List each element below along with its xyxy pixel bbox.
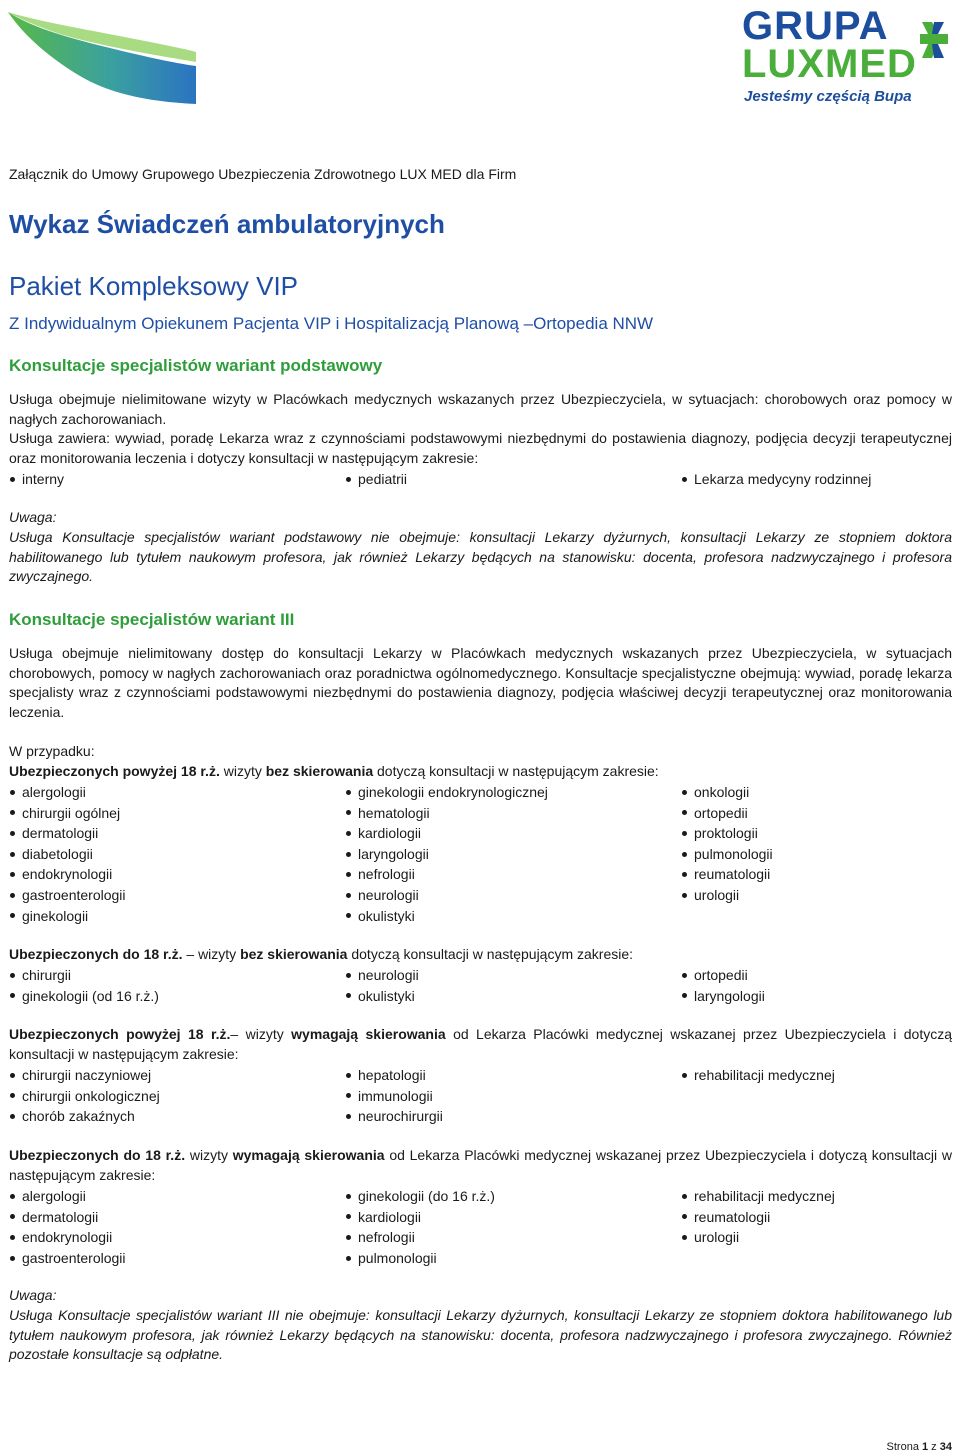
list-item-label: urologii (694, 887, 740, 903)
list-item-label: kardiologii (358, 825, 422, 842)
annex-note: Załącznik do Umowy Grupowego Ubezpieczenia Zdrowotnego LUX MED dla Firm (9, 166, 517, 182)
leaf-logo-icon (0, 6, 200, 106)
note-text: Usługa Konsultacje specjalistów wariant podstawowy nie obejmuje: konsultacji Lekarzy dyżurnych, konsultacji Lekarzy ze stopniem doktora habilitowanego lub tytułem naukowym profesora, jak również Lekarzy będących na stanowisku: docenta, profesora nadzwyczajnego i profesora zwyczajnego. (9, 529, 952, 584)
list-item (9, 1106, 135, 1126)
group-lead: Ubezpieczonych do 18 r.ż. wizyty wymagają skierowania od Lekarza Placówki medycznej wskazanej przez Ubezpieczyciela i dotyczą konsultacji w następującym zakresie: (9, 1147, 953, 1183)
bullet-icon (682, 852, 687, 857)
list-row (9, 782, 952, 802)
bullet-icon (682, 993, 687, 998)
paragraph: Usługa obejmuje nielimitowane wizyty w Placówkach medycznych wskazanych przez Ubezpieczyciela, w sytuacjach: chorobowych oraz pomocy w nagłych zachorowaniach. (9, 391, 952, 427)
list-item-label: ginekologii (22, 907, 89, 924)
list-row (9, 823, 952, 843)
list-item-label: urologii (694, 1229, 740, 1246)
bullet-icon (10, 973, 15, 978)
list-row (9, 965, 952, 985)
bullet-icon (346, 872, 351, 877)
list-item-label: rehabilitacji medycznej (694, 1188, 835, 1204)
case-label: W przypadku: (9, 743, 95, 759)
list-row (9, 1186, 952, 1206)
bullet-icon (346, 1194, 351, 1199)
list-item-label: dermatologii (22, 1208, 99, 1225)
list-row (9, 803, 952, 823)
section-title: Konsultacje specjalistów wariant podstawowy (9, 356, 383, 375)
list-row (9, 906, 952, 926)
list-item-label: chirurgii onkologicznej (22, 1087, 160, 1104)
list-item (9, 885, 126, 905)
bullet-icon (346, 477, 351, 482)
list-row (9, 1248, 952, 1268)
list-item (345, 803, 430, 823)
list-item (681, 1186, 835, 1206)
list-item-label: rehabilitacji medycznej (694, 1067, 835, 1083)
list-item (9, 906, 88, 926)
list-item (681, 986, 765, 1006)
list-item (345, 1207, 421, 1227)
list-item-label: endokrynologii (22, 1229, 113, 1246)
list-row (9, 1227, 952, 1247)
list-item (681, 864, 770, 884)
bullet-icon (10, 1194, 15, 1199)
bullet-icon (682, 872, 687, 877)
bullet-icon (10, 477, 15, 482)
bullet-icon (682, 1235, 687, 1240)
list-item-label: neurologii (358, 887, 419, 903)
bullet-icon (682, 1214, 687, 1219)
list-item (9, 1207, 98, 1227)
list-item (681, 1207, 770, 1227)
list-item-label: dermatologii (22, 825, 99, 842)
note-label: Uwaga: (9, 1287, 57, 1303)
list-item-label: ginekologii (od 16 r.ż.) (22, 987, 159, 1004)
bullet-icon (10, 1093, 15, 1098)
list-item-label: hematologii (358, 804, 430, 821)
list-item-label: hepatologii (358, 1067, 426, 1083)
bullet-icon (346, 1214, 351, 1219)
list-item (9, 823, 98, 843)
list-item (9, 965, 71, 985)
bullet-icon (346, 1235, 351, 1240)
bullet-icon (346, 1093, 351, 1098)
list-item (9, 1065, 151, 1085)
package-subtitle: Z Indywidualnym Opiekunem Pacjenta VIP i Hospitalizacją Planową –Ortopedia NNW (9, 314, 654, 333)
list-item-label: gastroenterologii (22, 887, 126, 903)
note-text: Usługa Konsultacje specjalistów wariant III nie obejmuje: konsultacji Lekarzy dyżurnych, konsultacji Lekarzy ze stopniem doktora habilitowanego lub tytułem naukowym profesora, jak również Lekarzy będących na stanowisku: docenta, profesora nadzwyczajnego i profesora zwyczajnego. Również pozostałe konsultacje są odpłatne. (9, 1307, 952, 1362)
group-lead: Ubezpieczonych powyżej 18 r.ż. wizyty bez skierowania dotyczą konsultacji w następującym zakresie: (9, 763, 659, 779)
section-title: Konsultacje specjalistów wariant III (9, 610, 295, 629)
bullet-icon (10, 913, 15, 918)
list-item (345, 1086, 433, 1106)
list-item (345, 1186, 495, 1206)
list-item: pediatrii (345, 469, 407, 489)
list-row (9, 885, 952, 905)
list-row (9, 1086, 952, 1106)
bullet-icon (346, 1114, 351, 1119)
list-item-label: kardiologii (358, 1208, 422, 1225)
list-row (9, 844, 952, 864)
note-label: Uwaga: (9, 509, 57, 525)
list-item-label: neurochirurgii (358, 1108, 443, 1125)
group-lead: Ubezpieczonych powyżej 18 r.ż.– wizyty wymagają skierowania od Lekarza Placówki medycznej wskazanej przez Ubezpieczyciela i dotyczą konsultacji w następującym zakresie: (9, 1026, 953, 1062)
bullet-icon (10, 872, 15, 877)
list-item (345, 864, 415, 884)
list-row (9, 1065, 952, 1085)
package-title: Pakiet Kompleksowy VIP (9, 271, 299, 301)
list-item-label: ginekologii endokrynologicznej (358, 784, 548, 800)
list-item (345, 885, 419, 905)
list-item (681, 803, 748, 823)
list-item (681, 1065, 835, 1085)
list-item (345, 906, 415, 926)
list-item-label: immunologii (358, 1087, 433, 1104)
bullet-icon (682, 973, 687, 978)
bullet-icon (10, 1235, 15, 1240)
luxmed-logo (742, 4, 952, 106)
list-item-label: chorób zakaźnych (22, 1108, 135, 1125)
list-item: interny (9, 469, 64, 489)
bullet-icon (10, 1214, 15, 1219)
list-row (9, 1106, 952, 1126)
list-item (345, 782, 548, 802)
list-item-label: laryngologii (694, 987, 765, 1004)
bullet-icon (682, 810, 687, 815)
list-item-label: diabetologii (22, 845, 93, 862)
list-item-label: okulistyki (358, 907, 415, 924)
list-item (345, 965, 419, 985)
list-item: Lekarza medycyny rodzinnej (681, 469, 871, 489)
list-item (9, 844, 93, 864)
list-item-label: pulmonologii (694, 845, 773, 862)
list-item (9, 803, 120, 823)
list-row (9, 986, 952, 1006)
bullet-icon (346, 831, 351, 836)
list-item-label: onkologii (694, 784, 750, 800)
bullet-icon (346, 852, 351, 857)
list-item (681, 1227, 739, 1247)
list-item (345, 844, 429, 864)
list-item-label: chirurgii naczyniowej (22, 1067, 152, 1083)
bullet-icon (10, 993, 15, 998)
list-item (345, 823, 421, 843)
cross-icon (918, 18, 952, 62)
list-item-label: chirurgii (22, 967, 72, 983)
bullet-icon (10, 893, 15, 898)
list-item (345, 1065, 426, 1085)
list-item (681, 782, 749, 802)
list-item (9, 1186, 86, 1206)
bullet-icon (346, 973, 351, 978)
list-item (681, 823, 758, 843)
list-item (9, 1248, 126, 1268)
list-item (345, 986, 415, 1006)
bullet-icon (346, 1073, 351, 1078)
list-item (681, 885, 739, 905)
bullet-icon (346, 1256, 351, 1261)
list-item (345, 1248, 437, 1268)
logo-tagline: Jesteśmy częścią Bupa (744, 88, 912, 105)
bullet-icon (682, 477, 687, 482)
list-item-label: ortopedii (694, 804, 748, 821)
list-row (9, 1207, 952, 1227)
list-item-label: endokrynologii (22, 866, 113, 883)
list-row (9, 864, 952, 884)
list-item-label: chirurgii ogólnej (22, 804, 121, 821)
list-item-label: proktologii (694, 825, 758, 842)
bullet-icon (682, 893, 687, 898)
list-item-label: laryngologii (358, 845, 429, 862)
bullet-icon (346, 913, 351, 918)
list-item (9, 1086, 160, 1106)
list-item-label: neurologii (358, 967, 419, 983)
list-item-label: ortopedii (694, 967, 748, 983)
list-item (9, 1227, 112, 1247)
logo-line-1: GRUPA (742, 4, 889, 48)
bullet-icon (682, 831, 687, 836)
paragraph: Usługa obejmuje nielimitowany dostęp do konsultacji Lekarzy w Placówkach medycznych wskazanych przez Ubezpieczyciela, w sytuacjach chorobowych, pomocy w nagłych zachorowaniach oraz poradnictwa ogólnomedycznego. Konsultacje specjalistyczne obejmują: wywiad, poradę lekarza specjalisty wraz z czynnościami podstawowymi niezbędnymi do postawienia diagnozy, podjęcia właściwej decyzji terapeutycznej oraz monitorowania leczenia. (9, 645, 952, 720)
list-item (681, 844, 773, 864)
bullet-icon (346, 810, 351, 815)
list-item-label: pulmonologii (358, 1249, 437, 1266)
paragraph: Usługa zawiera: wywiad, poradę Lekarza wraz z czynnościami podstawowymi niezbędnymi do postawienia diagnozy, podjęcia decyzji terapeutycznej oraz monitorowania leczenia i dotyczy konsultacji w następującym zakresie: (9, 430, 952, 466)
list-item-label: nefrologii (358, 1229, 415, 1246)
list-item (345, 1227, 415, 1247)
logo-line-2: LUXMED (742, 42, 917, 86)
list-item-label: reumatologii (694, 866, 771, 883)
bullet-icon (346, 893, 351, 898)
list-item-label: nefrologii (358, 866, 415, 883)
bullet-icon (346, 993, 351, 998)
bullet-icon (10, 831, 15, 836)
page-title: Wykaz Świadczeń ambulatoryjnych (9, 209, 445, 239)
list-item (345, 1106, 443, 1126)
bullet-icon (10, 790, 15, 795)
list-item-label: gastroenterologii (22, 1249, 126, 1266)
bullet-icon (682, 1073, 687, 1078)
bullet-icon (682, 790, 687, 795)
list-item-label: alergologii (22, 784, 86, 800)
list-item-label: alergologii (22, 1188, 86, 1204)
list-item-label: reumatologii (694, 1208, 771, 1225)
list-item (681, 965, 748, 985)
page-number: Strona 1 z 34 (886, 1441, 952, 1453)
bullet-icon (10, 1073, 15, 1078)
page-header (0, 0, 960, 110)
bullet-icon (682, 1194, 687, 1199)
group-lead: Ubezpieczonych do 18 r.ż. – wizyty bez skierowania dotyczą konsultacji w następującym zakresie: (9, 946, 634, 962)
bullet-icon (10, 852, 15, 857)
list-item-label: okulistyki (358, 987, 415, 1004)
bullet-icon (346, 790, 351, 795)
bullet-icon (10, 810, 15, 815)
list-item (9, 986, 159, 1006)
bullet-icon (10, 1114, 15, 1119)
list-row (9, 469, 952, 489)
list-item-label: ginekologii (do 16 r.ż.) (358, 1188, 495, 1204)
list-item (9, 864, 112, 884)
bullet-icon (10, 1256, 15, 1261)
list-item (9, 782, 86, 802)
